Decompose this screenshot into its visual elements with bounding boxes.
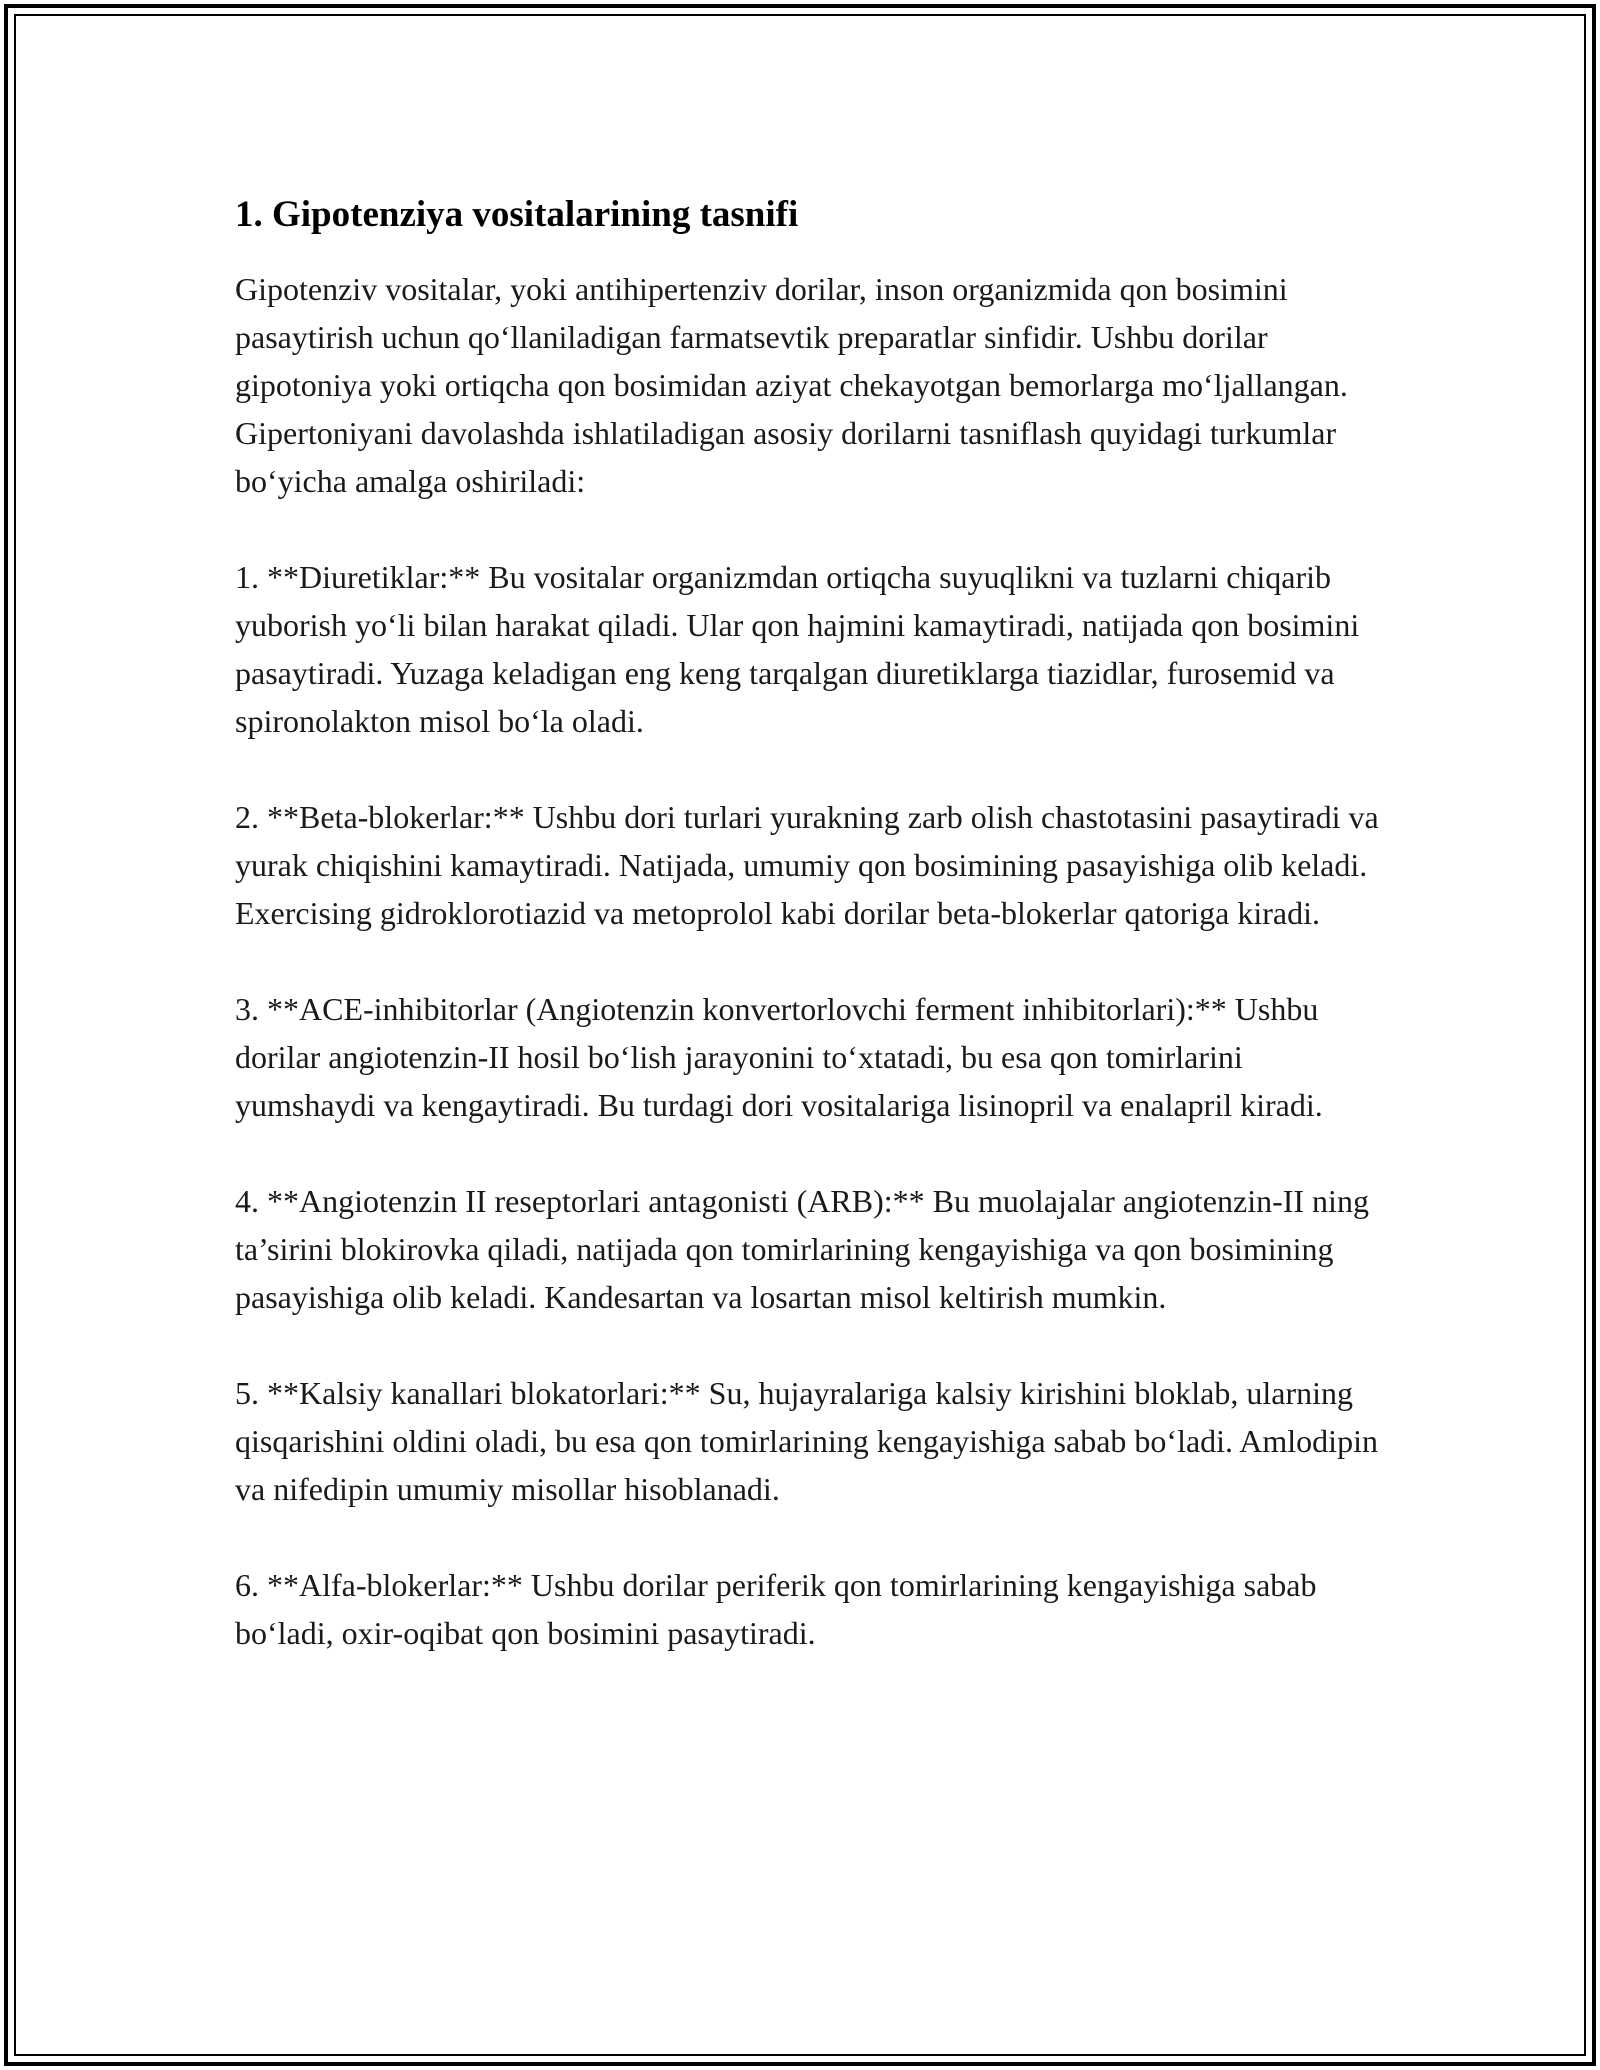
intro-paragraph: Gipotenziv vositalar, yoki antihipertenziv dorilar, inson organizmida qon bosimini pasaytirish uchun qo‘llaniladigan farmatsevtik preparatlar sinfidir. Ushbu dorilar gipotoniya yoki ortiqcha qon bosimidan aziyat chekayotgan bemorlarga mo‘ljallangan. Gipertoniyani davolashda ishlatiladigan asosiy dorilarni tasniflash quyidagi turkumlar bo‘yicha amalga oshiriladi: [235,271,1348,499]
list-item-beta-blokerlar: 2. **Beta-blokerlar:** Ushbu dori turlari yurakning zarb olish chastotasini pasaytiradi va yurak chiqishini kamaytiradi. Natijada, umumiy qon bosimining pasayishiga olib keladi. Exercising gidroklorotiazid va metoprolol kabi dorilar beta-blokerlar qatoriga kiradi. [235,799,1379,931]
section-heading: 1. Gipotenziya vositalarining tasnifi [235,194,799,235]
list-item-arb: 4. **Angiotenzin II reseptorlari antagonisti (ARB):** Bu muolajalar angiotenzin-II ning ta’sirini blokirovka qiladi, natijada qon tomirlarining kengayishiga va qon bosimining pasayishiga olib keladi. Kandesartan va losartan misol keltirish mumkin. [235,1183,1369,1315]
document-body [235,185,1385,1705]
list-item-alfa-blokerlar: 6. **Alfa-blokerlar:** Ushbu dorilar periferik qon tomirlarining kengayishiga sabab bo‘ladi, oxir-oqibat qon bosimini pasaytiradi. [235,1567,1317,1651]
list-item-kalsiy-blokatorlari: 5. **Kalsiy kanallari blokatorlari:** Su, hujayralariga kalsiy kirishini bloklab, ularning qisqarishini oldini oladi, bu esa qon tomirlarining kengayishiga sabab bo‘ladi. Amlodipin va nifedipin umumiy misollar hisoblanadi. [235,1375,1378,1507]
list-item-diuretiklar: 1. **Diuretiklar:** Bu vositalar organizmdan ortiqcha suyuqlikni va tuzlarni chiqarib yuborish yo‘li bilan harakat qiladi. Ular qon hajmini kamaytiradi, natijada qon bosimini pasaytiradi. Yuzaga keladigan eng keng tarqalgan diuretiklarga tiazidlar, furosemid va spironolakton misol bo‘la oladi. [235,559,1360,739]
list-item-ace-inhibitorlar: 3. **ACE-inhibitorlar (Angiotenzin konvertorlovchi ferment inhibitorlari):** Ushbu dorilar angiotenzin-II hosil bo‘lish jarayonini to‘xtatadi, bu esa qon tomirlarini yumshaydi va kengaytiradi. Bu turdagi dori vositalariga lisinopril va enalapril kiradi. [235,991,1323,1123]
